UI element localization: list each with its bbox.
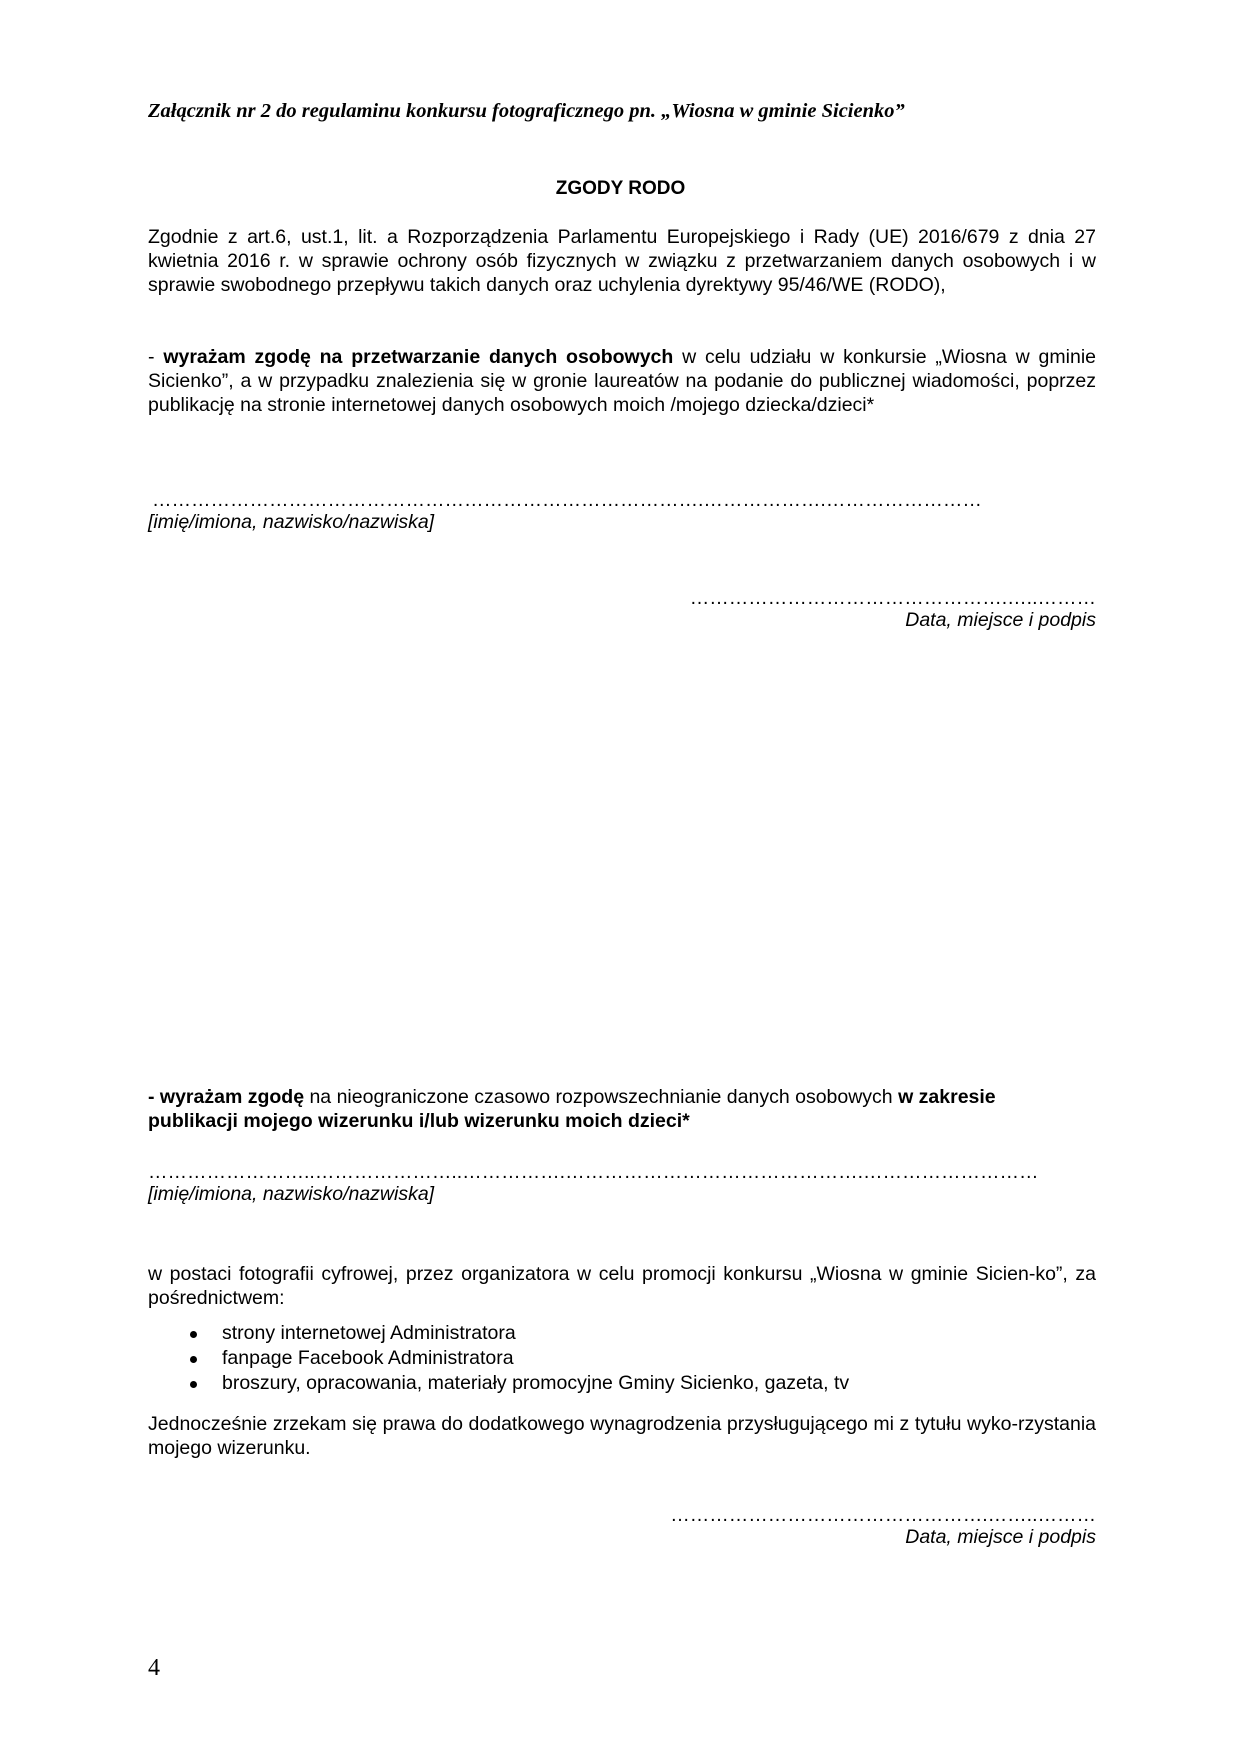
name-signature-line-1: ………………………………………………………………………….……………….……………………	[152, 489, 982, 511]
consent-processing-bold: wyrażam zgodę na przetwarzanie danych osobowych	[163, 346, 674, 368]
bullet-icon	[190, 1356, 197, 1363]
name-signature-label-1: [imię/imiona, nazwisko/nazwiska]	[148, 511, 435, 533]
page-number: 4	[148, 1655, 160, 1681]
date-signature-line-2: ………………………………………….……..………	[670, 1504, 1096, 1526]
consent-image-paragraph	[148, 1085, 1008, 1133]
date-signature-label-2: Data, miejsce i podpis	[905, 1526, 1096, 1548]
consent-processing-text: w celu udziału w konkursie „Wiosna w gminie Sicienko”, a w przypadku znalezienia się w gronie laureatów na podanie do publicznej wiadomości, poprzez publikację na stronie internetowej danych osobowych moich /mojego dziecka/dzieci*	[148, 346, 1096, 416]
bullet-icon	[190, 1331, 197, 1338]
date-signature-label-1: Data, miejsce i podpis	[905, 609, 1096, 631]
list-item	[148, 1346, 849, 1371]
bullet-icon	[190, 1381, 197, 1388]
name-signature-line-2: ……………………..…………………..…………….……………………………………….………………………	[148, 1161, 1039, 1183]
list-item-text: broszury, opracowania, materiały promocyjne Gminy Sicienko, gazeta, tv	[222, 1372, 850, 1394]
list-item	[148, 1321, 849, 1346]
document-title: ZGODY RODO	[555, 178, 686, 199]
consent-processing-paragraph	[148, 345, 1096, 417]
list-item-text: strony internetowej Administratora	[222, 1322, 516, 1344]
consent-image-text: na nieograniczone czasowo rozpowszechnianie danych osobowych	[304, 1086, 899, 1108]
attachment-header: Załącznik nr 2 do regulaminu konkursu fotograficznego pn. „Wiosna w gminie Sicienko”	[148, 100, 905, 122]
date-signature-line-1: ………………………………………….…..………	[689, 587, 1096, 609]
list-item-text: fanpage Facebook Administratora	[222, 1347, 514, 1369]
publication-channels-intro: w postaci fotografii cyfrowej, przez organizatora w celu promocji konkursu „Wiosna w gminie Sicien-ko”, za pośrednictwem:	[148, 1263, 1096, 1309]
consent-image-bold-end: w zakresie publikacji mojego wizerunku i/lub wizerunku moich dzieci*	[148, 1086, 996, 1132]
consent-image-bold-start: - wyrażam zgodę	[148, 1086, 305, 1108]
legal-basis-paragraph: Zgodnie z art.6, ust.1, lit. a Rozporządzenia Parlamentu Europejskiego i Rady (UE) 2016/679 z dnia 27 kwietnia 2016 r. w sprawie ochrony osób fizycznych w związku z przetwarzaniem danych osobowych i w sprawie swobodnego przepływu takich danych oraz uchylenia dyrektywy 95/46/WE (RODO),	[148, 226, 1096, 296]
name-signature-label-2: [imię/imiona, nazwisko/nazwiska]	[148, 1183, 435, 1205]
remuneration-waiver-paragraph: Jednocześnie zrzekam się prawa do dodatkowego wynagrodzenia przysługującego mi z tytułu wyko-rzystania mojego wizerunku.	[148, 1413, 1096, 1459]
list-item	[148, 1371, 849, 1396]
publication-channels-list	[148, 1321, 849, 1396]
consent-dash: -	[148, 346, 164, 368]
